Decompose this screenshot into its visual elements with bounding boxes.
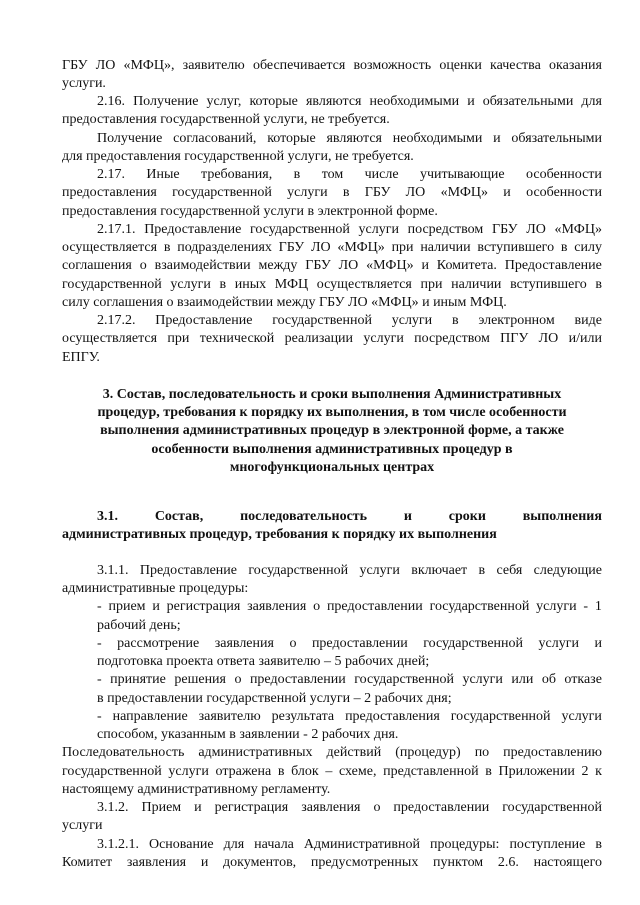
body-line: государственной услуги отражена в блок – схеме, представленной в Приложении 2 к xyxy=(62,764,602,779)
section-3-heading-line: особенности выполнения административных процедур в xyxy=(151,442,513,457)
body-line: услуги xyxy=(62,818,103,833)
list-item-line: способом, указанным в заявлении - 2 рабочих дня. xyxy=(97,727,399,742)
list-item-line: - прием и регистрация заявления о предоставлении государственной услуги - 1 xyxy=(97,599,602,614)
body-line: силу соглашения о взаимодействии между ГБУ ЛО «МФЦ» и иным МФЦ. xyxy=(62,295,507,310)
section-3-1-heading-line: административных процедур, требования к порядку их выполнения xyxy=(62,527,497,542)
section-2-16-line: 2.16. Получение услуг, которые являются необходимыми и обязательными для xyxy=(97,94,602,109)
body-line: государственной услуги в иных МФЦ осуществляется при наличии вступившего в xyxy=(62,277,602,292)
section-2-17-1-line: 2.17.1. Предоставление государственной услуги посредством ГБУ ЛО «МФЦ» xyxy=(97,222,602,237)
body-line: Получение согласований, которые являются необходимыми и обязательными xyxy=(97,131,602,146)
body-line: Последовательность административных действий (процедур) по предоставлению xyxy=(62,745,602,760)
list-item-line: - рассмотрение заявления о предоставлении государственной услуги и xyxy=(97,636,602,651)
body-line: предоставления государственной услуги, не требуется. xyxy=(62,112,390,127)
section-3-heading-line: процедур, требования к порядку их выполнения, в том числе особенности xyxy=(97,405,567,420)
body-line: осуществляется при технической реализации услуги посредством ПГУ ЛО и/или xyxy=(62,331,602,346)
list-item-line: подготовка проекта ответа заявителю – 5 рабочих дней; xyxy=(97,654,430,669)
body-line: предоставления государственной услуги в ГБУ ЛО «МФЦ» и особенности xyxy=(62,185,602,200)
list-item-line: - направление заявителю результата предоставления государственной услуги xyxy=(97,709,602,724)
section-2-17-2-line: 2.17.2. Предоставление государственной услуги в электронном виде xyxy=(97,313,602,328)
body-line: Комитет заявления и документов, предусмотренных пунктом 2.6. настоящего xyxy=(62,855,602,870)
body-line: ЕПГУ. xyxy=(62,350,100,365)
section-3-1-2-line: 3.1.2. Прием и регистрация заявления о предоставлении государственной xyxy=(97,800,602,815)
list-item-line: - принятие решения о предоставлении государственной услуги или об отказе xyxy=(97,672,602,687)
body-line: услуги. xyxy=(62,76,106,91)
body-line: предоставления государственной услуги в электронной форме. xyxy=(62,204,438,219)
body-line: осуществляется в подразделениях ГБУ ЛО «МФЦ» при наличии вступившего в силу xyxy=(62,240,602,255)
body-line: для предоставления государственной услуги, не требуется. xyxy=(62,149,414,164)
section-3-heading-line: многофункциональных центрах xyxy=(229,460,435,475)
body-line: ГБУ ЛО «МФЦ», заявителю обеспечивается возможность оценки качества оказания xyxy=(62,58,602,73)
section-3-heading-line: 3. Состав, последовательность и сроки выполнения Административных xyxy=(102,387,562,402)
body-line: административные процедуры: xyxy=(62,581,249,596)
section-3-1-heading-line: 3.1. Состав, последовательность и сроки выполнения xyxy=(97,509,602,524)
section-3-1-1-line: 3.1.1. Предоставление государственной услуги включает в себя следующие xyxy=(97,563,602,578)
section-2-17-line: 2.17. Иные требования, в том числе учитывающие особенности xyxy=(97,167,602,182)
section-3-heading-line: выполнения административных процедур в электронной форме, а также xyxy=(100,423,564,438)
list-item-line: рабочий день; xyxy=(97,618,181,633)
body-line: настоящему административному регламенту. xyxy=(62,782,331,797)
list-item-line: в предоставлении государственной услуги – 2 рабочих дня; xyxy=(97,691,452,706)
body-line: соглашения о взаимодействии между ГБУ ЛО «МФЦ» и Комитета. Предоставление xyxy=(62,258,602,273)
section-3-1-2-1-line: 3.1.2.1. Основание для начала Административной процедуры: поступление в xyxy=(97,837,602,852)
